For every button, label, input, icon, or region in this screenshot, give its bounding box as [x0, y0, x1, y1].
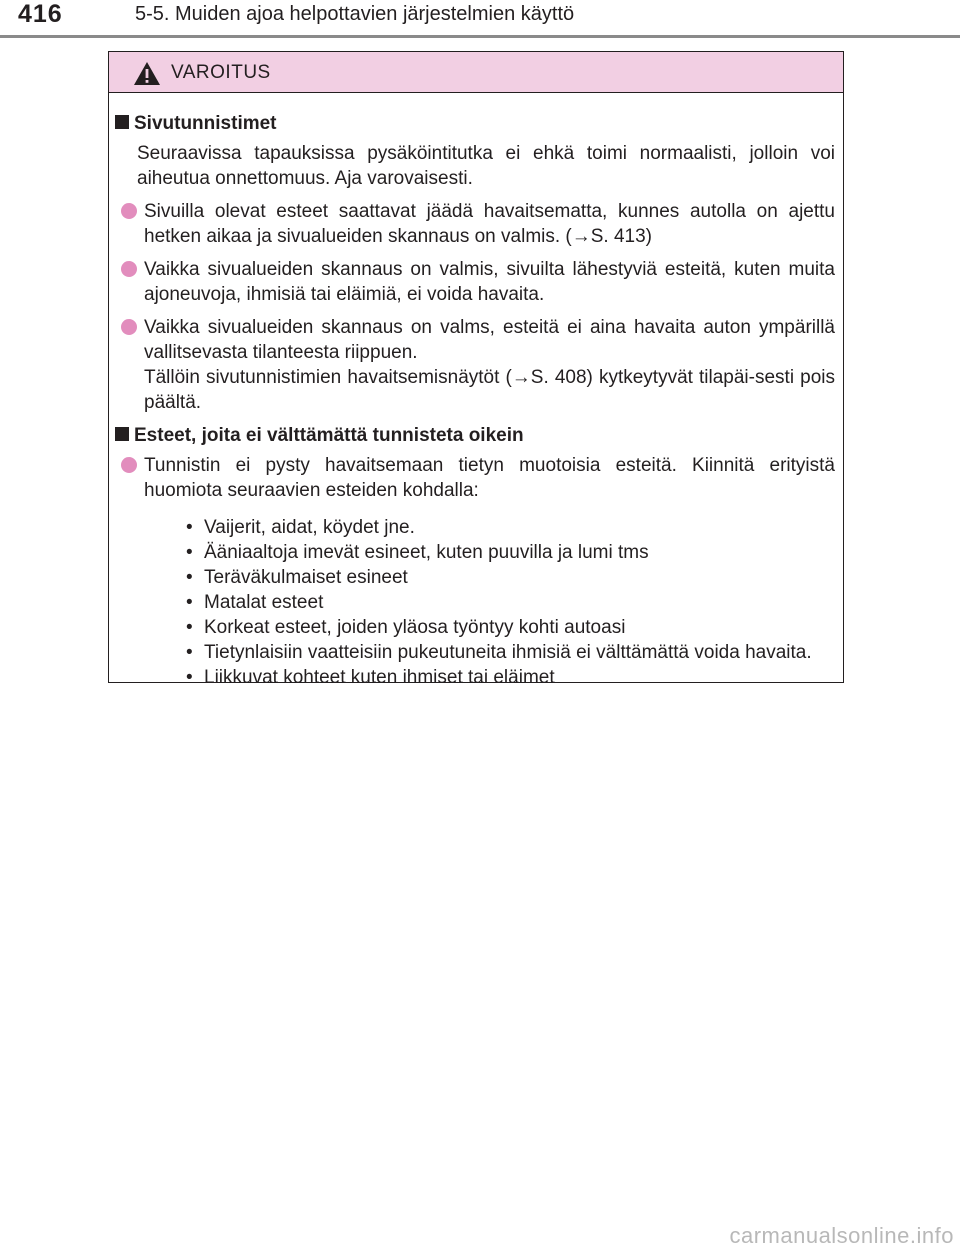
list-item: Vaikka sivualueiden skannaus on valms, esteitä ei aina havaita auton ympärillä vallitsevasta tilanteesta riippuen. Tällöin sivutunnistimien havaitsemisnäytöt (→S. 408) kytkeytyvät tilapäi-sesti pois päältä. — [121, 315, 835, 415]
circle-bullet-icon — [121, 319, 137, 335]
list-item: • Korkeat esteet, joiden yläosa työntyy kohti autoasi — [186, 617, 626, 638]
list-item: • Liikkuvat kohteet kuten ihmiset tai eläimet — [186, 667, 555, 688]
list-item: Vaikka sivualueiden skannaus on valmis, sivuilta lähestyviä esteitä, kuten muita ajoneuvoja, ihmisiä tai eläimiä, ei voida havaita. — [121, 257, 835, 307]
warning-body — [109, 93, 843, 690]
list-item: Tunnistin ei pysty havaitsemaan tietyn muotoisia esteitä. Kiinnitä erityistä huomiota seuraavien esteiden kohdalla: • Vaijerit, aidat, köydet jne. • Ääniaaltoja imevät esineet, kuten puuvilla ja lumi tms • Teräväkulmaiset esineet • Matalat esteet • Korkeat esteet, joiden yläosa työntyy kohti autoasi • Tietynlaisiin vaatteisiin pukeutuneita ihmisiä ei välttämättä voida havaita. • Liikkuvat kohteet kuten ihmiset tai eläimet — [121, 453, 835, 690]
list-item: • Ääniaaltoja imevät esineet, kuten puuvilla ja lumi tms — [186, 542, 649, 563]
square-bullet-icon — [115, 427, 129, 441]
warning-label: VAROITUS — [171, 62, 271, 83]
circle-bullet-icon — [121, 261, 137, 277]
list-item: • Matalat esteet — [186, 592, 324, 613]
page-number: 416 — [18, 0, 63, 28]
watermark: carmanualsonline.info — [729, 1223, 954, 1248]
list-item: • Tietynlaisiin vaatteisiin pukeutuneita ihmisiä ei välttämättä voida havaita. — [186, 642, 812, 663]
circle-bullet-icon — [121, 457, 137, 473]
obstacle-list — [186, 515, 835, 690]
warning-box — [108, 51, 844, 688]
chapter-title: 5-5. Muiden ajoa helpottavien järjestelmien käyttö — [135, 3, 575, 25]
square-bullet-icon — [115, 115, 129, 129]
section-heading: Esteet, joita ei välttämättä tunnisteta oikein — [115, 423, 835, 448]
circle-bullet-icon — [121, 203, 137, 219]
warning-header — [109, 52, 843, 93]
warning-triangle-icon — [133, 61, 161, 86]
list-item: Sivuilla olevat esteet saattavat jäädä havaitsematta, kunnes autolla on ajettu hetken aikaa ja sivualueiden skannaus on valmis. (→S. 413) — [121, 199, 835, 249]
list-item: • Vaijerit, aidat, köydet jne. — [186, 517, 415, 538]
list-item: • Teräväkulmaiset esineet — [186, 567, 408, 588]
section-intro: Seuraavissa tapauksissa pysäköintitutka ei ehkä toimi normaalisti, jolloin voi aiheutua onnettomuus. Aja varovaisesti. — [137, 143, 835, 189]
header-rule — [0, 35, 960, 38]
section-heading: Sivutunnistimet — [115, 111, 835, 136]
